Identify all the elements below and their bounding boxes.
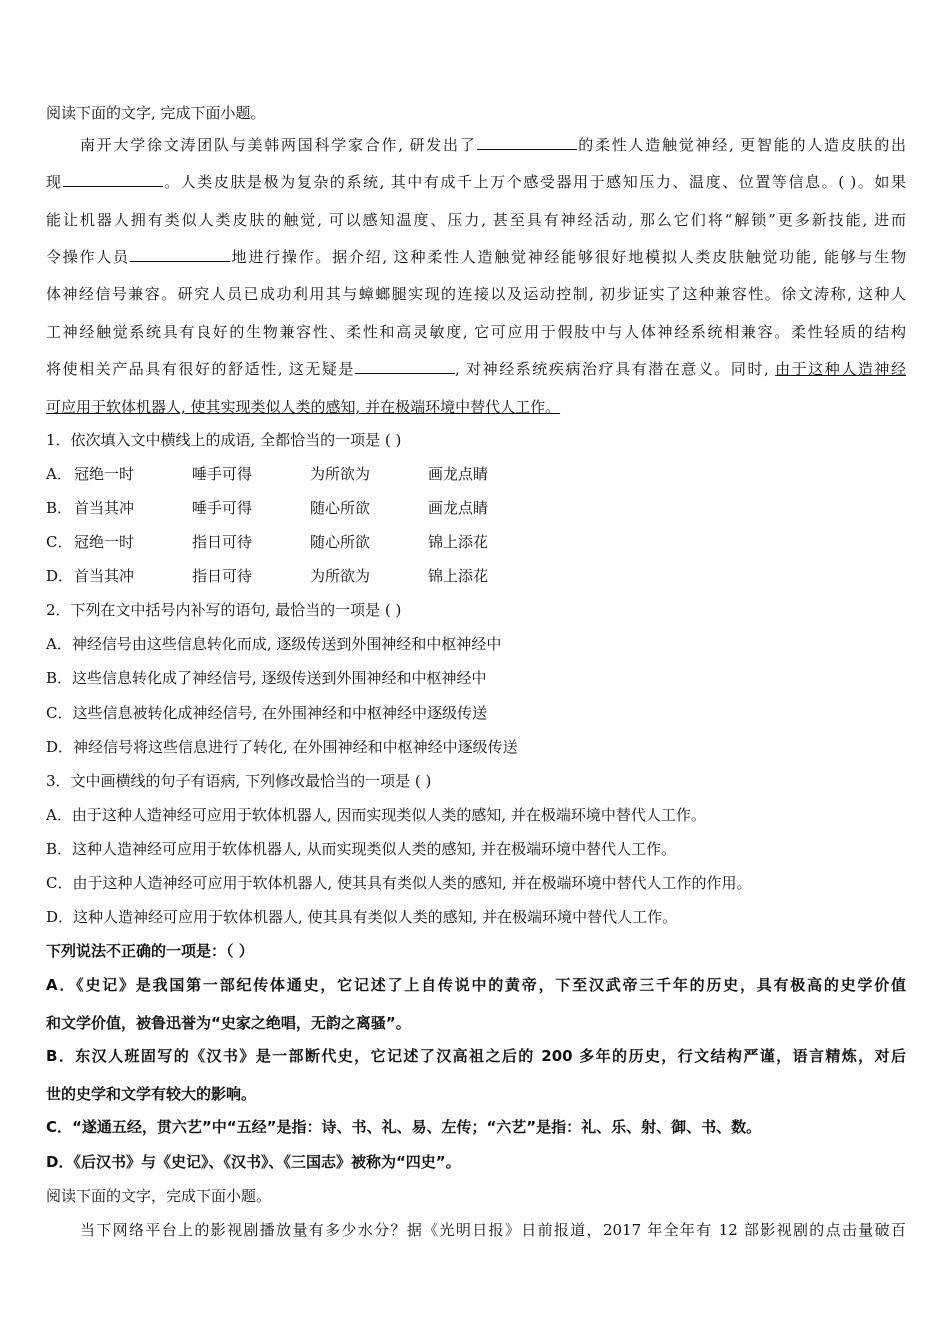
q4-option-b-line-2: 世的史学和文学有较大的影响。 — [46, 1085, 257, 1103]
q3-stem: 3．文中画横线的句子有语病, 下列修改最恰当的一项是 ( ) — [46, 772, 432, 790]
option-item: 冠绝一时 — [74, 533, 135, 551]
q4-option-a-line-1: A．《史记》是我国第一部纪传体通史，它记述了上自传说中的黄帝，下至汉武帝三千年的历史，具有极高的史学价值 — [46, 976, 906, 994]
option-item: 冠绝一时 — [74, 465, 135, 483]
option-key: D． — [46, 567, 74, 585]
passage-text: 地进行操作。据介绍, 这种柔性人造触觉神经能够很好地模拟人类皮肤触觉功能, 能够与生物 — [229, 248, 906, 266]
underlined-sentence: 由于这种人造神经 — [775, 360, 906, 378]
option-item: 唾手可得 — [192, 465, 253, 483]
q1-stem: 1．依次填入文中横线上的成语, 全都恰当的一项是 ( ) — [46, 431, 402, 449]
q3-option-a: A．由于这种人造神经可应用于软体机器人, 因而实现类似人类的感知, 并在极端环境中替代人工作。 — [46, 806, 706, 824]
q2-option-b: B．这些信息转化成了神经信号, 逐级传送到外围神经和中枢神经中 — [46, 669, 487, 687]
q1-option-a — [46, 464, 906, 484]
option-item: 为所欲为 — [310, 567, 371, 585]
q2-option-a: A．神经信号由这些信息转化而成, 逐级传送到外围神经和中枢神经中 — [46, 635, 502, 653]
option-item: 指日可待 — [192, 567, 253, 585]
section3-passage-line-1: 当下网络平台上的影视剧播放量有多少水分？据《光明日报》日前报道，2017 年全年有 12 部影视剧的点击量破百 — [80, 1221, 906, 1239]
passage-line-5: 体神经信号兼容。研究人员已成功利用其与蟑螂腿实现的连接以及运动控制, 初步证实了这种兼容性。徐文涛称, 这种人 — [46, 285, 906, 303]
passage-line-3: 能让机器人拥有类似人类皮肤的触觉, 可以感知温度、压力, 甚至具有神经活动, 那么它们将“解锁”更多新技能, 进而 — [46, 211, 906, 229]
section1-intro: 阅读下面的文字, 完成下面小题。 — [46, 104, 266, 122]
q4-option-b-line-1: B．东汉人班固写的《汉书》是一部断代史，它记述了汉高祖之后的 200 多年的历史，行文结构严谨，语言精炼，对后 — [46, 1047, 906, 1065]
option-key: C． — [46, 533, 73, 551]
passage-text: , 对神经系统疾病治疗具有潜在意义。同时, — [455, 360, 776, 378]
q4-option-a-line-2: 和文学价值，被鲁迅誉为“史家之绝唱，无韵之离骚”。 — [46, 1014, 411, 1032]
option-item: 画龙点睛 — [428, 499, 489, 517]
q4-option-d: D．《后汉书》与《史记》、《汉书》、《三国志》被称为“四史”。 — [46, 1153, 461, 1171]
passage-line-8 — [46, 397, 906, 417]
q2-option-c: C．这些信息被转化成神经信号, 在外围神经和中枢神经中逐级传送 — [46, 704, 488, 722]
passage-line-2 — [46, 172, 906, 192]
section3-intro: 阅读下面的文字，完成下面小题。 — [46, 1187, 272, 1205]
fill-blank-4 — [355, 359, 455, 374]
passage-line-1 — [80, 135, 906, 155]
option-item: 首当其冲 — [74, 567, 135, 585]
q2-option-d: D．神经信号将这些信息进行了转化, 在外围神经和中枢神经中逐级传送 — [46, 738, 518, 756]
q4-stem: 下列说法不正确的一项是：（ ） — [46, 942, 254, 960]
option-item: 指日可待 — [192, 533, 253, 551]
option-key: A． — [46, 465, 72, 483]
passage-line-6: 工神经触觉系统具有良好的生物兼容性、柔性和高灵敏度, 它可应用于假肢中与人体神经系统相兼容。柔性轻质的结构 — [46, 323, 906, 341]
option-item: 画龙点睛 — [428, 465, 489, 483]
passage-text: 南开大学徐文涛团队与美韩两国科学家合作, 研发出了 — [80, 136, 477, 154]
q3-option-c: C．由于这种人造神经可应用于软体机器人, 使其具有类似人类的感知, 并在极端环境中替代人工作的作用。 — [46, 874, 752, 892]
q1-option-d — [46, 566, 906, 586]
q3-option-d: D．这种人造神经可应用于软体机器人, 使其具有类似人类的感知, 并在极端环境中替代人工作。 — [46, 908, 678, 926]
passage-text: 的柔性人造触觉神经, 更智能的人造皮肤的出 — [576, 136, 906, 154]
q3-option-b: B．这种人造神经可应用于软体机器人, 从而实现类似人类的感知, 并在极端环境中替代人工作。 — [46, 840, 677, 858]
q2-stem: 2．下列在文中括号内补写的语句, 最恰当的一项是 ( ) — [46, 601, 402, 619]
passage-text: 令操作人员 — [46, 248, 130, 266]
passage-text: 现 — [46, 173, 63, 191]
fill-blank-1 — [477, 135, 577, 150]
option-item: 唾手可得 — [192, 499, 253, 517]
option-key: B． — [46, 499, 73, 517]
q1-option-c — [46, 532, 906, 552]
passage-line-7 — [46, 359, 906, 379]
q1-option-b — [46, 498, 906, 518]
option-item: 首当其冲 — [74, 499, 135, 517]
option-item: 随心所欲 — [310, 499, 371, 517]
option-item: 随心所欲 — [310, 533, 371, 551]
q4-option-c: C．“遂通五经，贯六艺”中“五经”是指：诗、书、礼、易、左传；“六艺”是指：礼、乐、射、御、书、数。 — [46, 1118, 762, 1136]
option-item: 锦上添花 — [428, 533, 489, 551]
option-item: 为所欲为 — [310, 465, 371, 483]
passage-text: 将使相关产品具有很好的舒适性, 这无疑是 — [46, 360, 356, 378]
underlined-sentence: 可应用于软体机器人, 使其实现类似人类的感知, 并在极端环境中替代人工作。 — [46, 398, 561, 416]
passage-text: 。人类皮肤是极为复杂的系统, 其中有成千上万个感受器用于感知压力、温度、位置等信息。( )。如果 — [162, 173, 906, 191]
fill-blank-3 — [130, 247, 230, 262]
passage-line-4 — [46, 247, 906, 267]
fill-blank-2 — [63, 172, 163, 187]
option-item: 锦上添花 — [428, 567, 489, 585]
